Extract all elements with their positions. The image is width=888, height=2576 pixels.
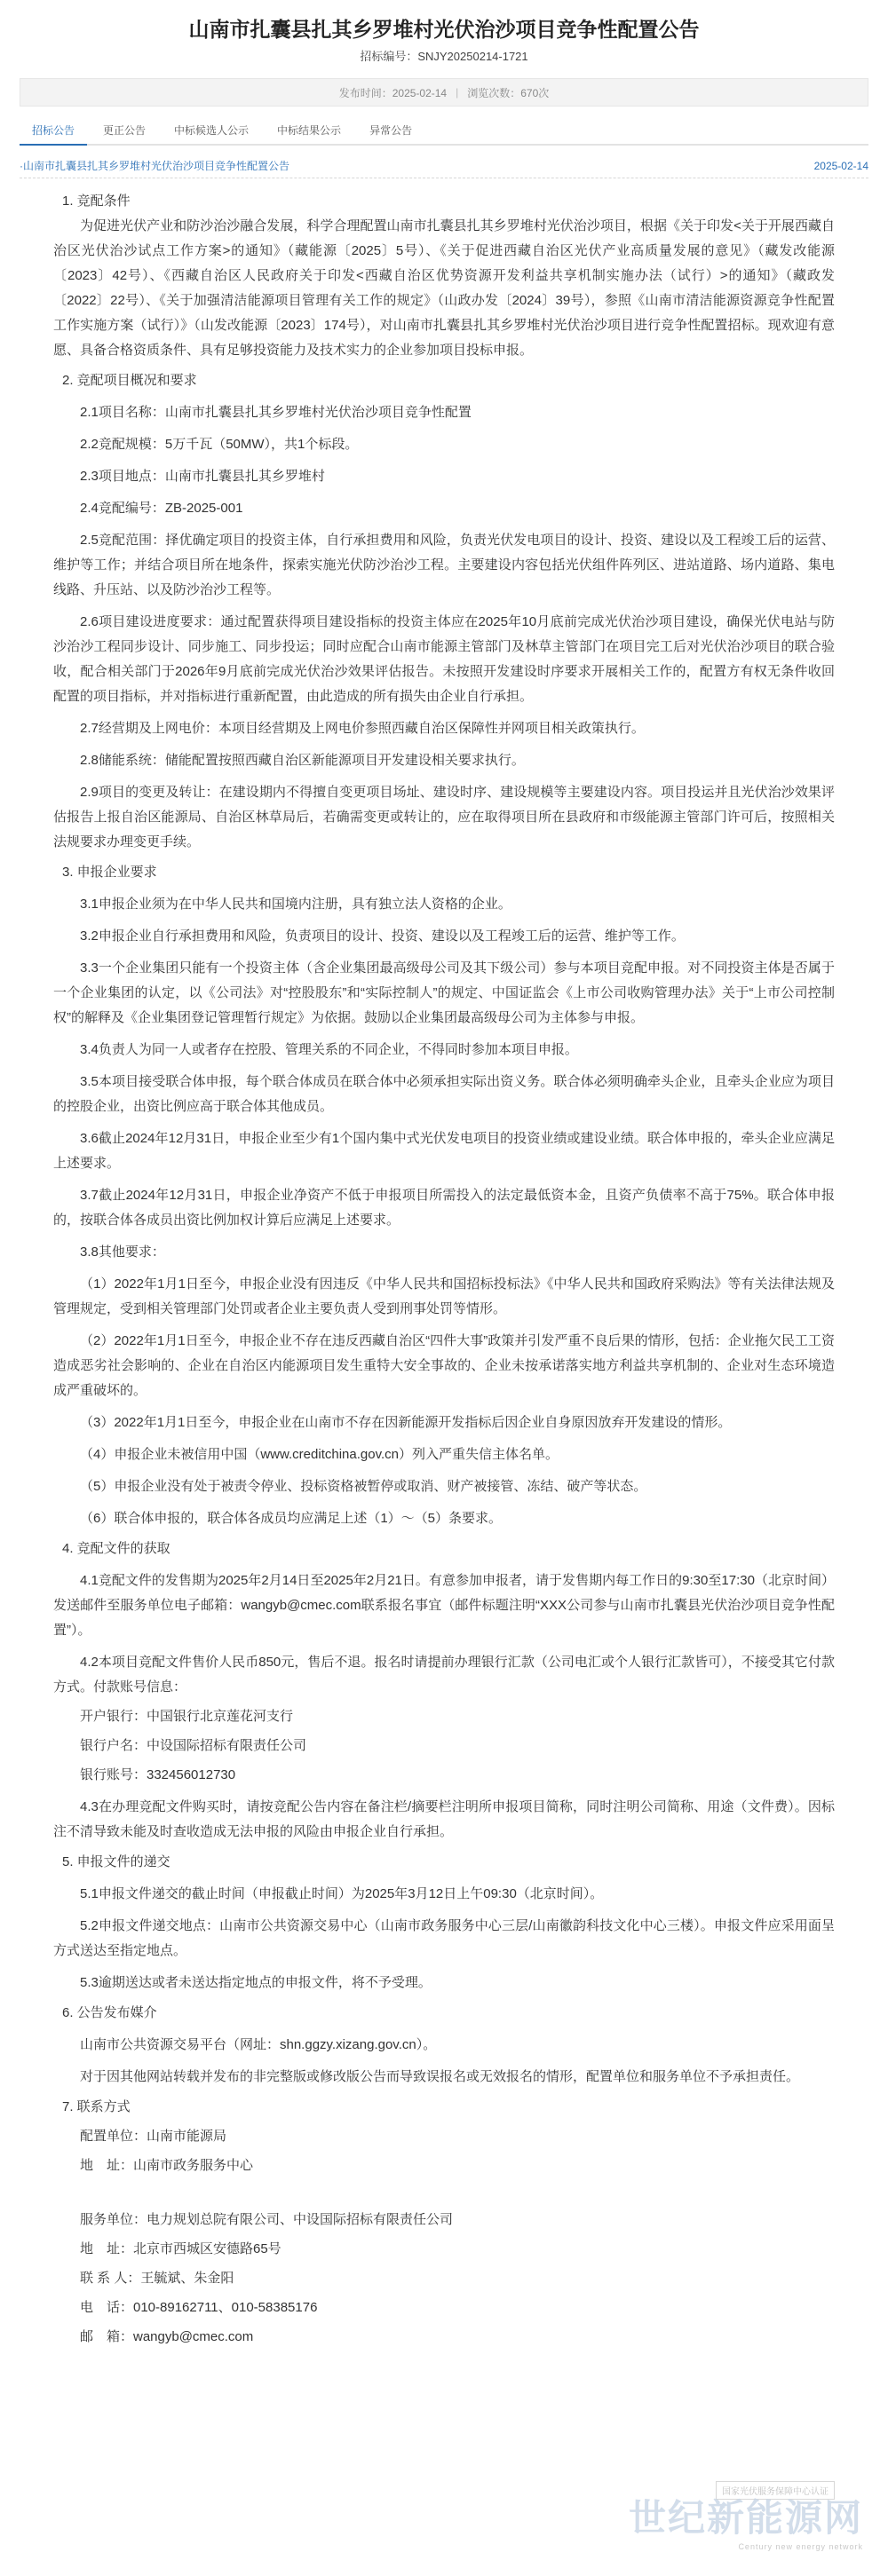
body-paragraph: 2.6项目建设进度要求：通过配置获得项目建设指标的投资主体应在2025年10月底前完成光伏治沙项目建设，确保光伏电站与防沙治沙工程同步设计、同步施工、同步投运；同时应配合山南市能源主管部门及林草主管部门在项目完工后对光伏治沙项目的联合验收，配合相关部门于2026年9月底前完成光伏治沙效果评估报告。未按照开发建设时序要求开展相关工作的，配置方有权无条件收回配置的项目指标，并对指标进行重新配置，由此造成的所有损失由企业自行承担。 [53,614,835,704]
meta-separator: | [456,86,459,99]
body-paragraph: 联 系 人：王毓斌、朱金阳 [80,2271,234,2286]
watermark-sub-text: Century new energy network [738,2542,863,2551]
body-paragraph: 3.6截止2024年12月31日，申报企业至少有1个国内集中式光伏发电项目的投资业绩或建设业绩。联合体申报的，牵头企业应满足上述要求。 [53,1131,835,1171]
publish-time: 发布时间：2025-02-14 [338,86,448,99]
notice-body [53,189,835,2350]
body-paragraph: 2.8储能系统：储能配置按照西藏自治区新能源项目开发建设相关要求执行。 [80,753,525,768]
section-heading: 6. 公告发布媒介 [62,2005,157,2020]
body-paragraph: 3.4负责人为同一人或者存在控股、管理关系的不同企业，不得同时参加本项目申报。 [80,1042,578,1057]
body-paragraph: 邮 箱：wangyb@cmec.com [80,2329,254,2344]
body-paragraph: 地 址：北京市西城区安德路65号 [80,2241,281,2256]
body-paragraph: 3.5本项目接受联合体申报，每个联合体成员在联合体中必须承担实际出资义务。联合体必须明确牵头企业，且牵头企业应为项目的控股企业，出资比例应高于联合体其他成员。 [53,1074,835,1114]
section-heading: 3. 申报企业要求 [62,865,157,880]
body-paragraph: 3.7截止2024年12月31日，申报企业净资产不低于申报项目所需投入的法定最低资本金，且资产负债率不高于75%。联合体申报的，按联合体各成员出资比例加权计算后应满足上述要求。 [53,1188,835,1228]
list-item [20,154,868,178]
body-paragraph: 2.1项目名称：山南市扎囊县扎其乡罗堆村光伏治沙项目竞争性配置 [80,405,472,420]
body-paragraph: 银行户名：中设国际招标有限责任公司 [80,1738,307,1753]
section-heading: 1. 竞配条件 [62,194,131,209]
body-paragraph: （1）2022年1月1日至今，申报企业没有因违反《中华人民共和国招标投标法》《中华人民共和国政府采购法》等有关法律法规及管理规定，受到相关管理部门处罚或者企业主要负责人受到刑事处罚等情形。 [53,1276,835,1316]
body-paragraph: 3.3一个企业集团只能有一个投资主体（含企业集团最高级母公司及其下级公司）参与本项目竞配申报。对不同投资主体是否属于一个企业集团的认定，以《公司法》对“控股股东”和“实际控制人”的规定、中国证监会《上市公司收购管理办法》关于“上市公司控制权”的解释及《企业集团登记管理暂行规定》为依据。鼓励以企业集团最高级母公司为主体参与申报。 [53,960,835,1025]
tab-result-publicity[interactable]: 中标结果公示 [277,124,342,137]
body-paragraph: （6）联合体申报的，联合体各成员均应满足上述（1）～（5）条要求。 [80,1511,503,1526]
body-paragraph: 3.2申报企业自行承担费用和风险，负责项目的设计、投资、建设以及工程竣工后的运营、维护等工作。 [80,928,685,944]
tab-correction-notice[interactable]: 更正公告 [103,124,147,137]
body-paragraph: 3.8其他要求： [80,1245,165,1260]
watermark-badge: 国家光伏服务保障中心认证 [716,2481,835,2500]
body-paragraph: 服务单位：电力规划总院有限公司、中设国际招标有限责任公司 [80,2212,454,2227]
tab-candidate-publicity[interactable]: 中标候选人公示 [174,124,250,137]
section-heading: 7. 联系方式 [62,2099,131,2114]
view-count: 浏览次数：670次 [467,86,550,99]
body-paragraph: 2.3项目地点：山南市扎囊县扎其乡罗堆村 [80,469,325,484]
body-paragraph: （3）2022年1月1日至今，申报企业在山南市不存在因新能源开发指标后因企业自身原因放弃开发建设的情形。 [80,1415,732,1430]
notice-link[interactable]: · 山南市扎囊县扎其乡罗堆村光伏治沙项目竞争性配置公告 [20,154,289,178]
body-paragraph: 地 址：山南市政务服务中心 [80,2158,254,2173]
body-paragraph: 4.3在办理竞配文件购买时，请按竞配公告内容在备注栏/摘要栏注明所申报项目简称，同时注明公司简称、用途（文件费）。因标注不清导致未能及时查收造成无法申报的风险由申报企业自行承担。 [53,1799,835,1839]
body-paragraph: （4）申报企业未被信用中国（www.creditchina.gov.cn）列入严重失信主体名单。 [80,1447,559,1462]
watermark [629,2489,863,2551]
body-paragraph: 2.7经营期及上网电价：本项目经营期及上网电价参照西藏自治区保障性并网项目相关政策执行。 [80,721,645,736]
body-paragraph: 配置单位：山南市能源局 [80,2129,227,2144]
body-paragraph: 5.2申报文件递交地点：山南市公共资源交易中心（山南市政务服务中心三层/山南徽韵科技文化中心三楼）。申报文件应采用面呈方式送达至指定地点。 [53,1918,835,1958]
section-heading: 4. 竞配文件的获取 [62,1541,170,1556]
body-paragraph: 开户银行：中国银行北京莲花河支行 [80,1709,294,1724]
body-paragraph: 5.3逾期送达或者未送达指定地点的申报文件，将不予受理。 [80,1975,432,1990]
tab-abnormal-notice[interactable]: 异常公告 [369,124,413,137]
body-paragraph: 4.1竞配文件的发售期为2025年2月14日至2025年2月21日。有意参加申报者，请于发售期内每工作日的9:30至17:30（北京时间）发送邮件至服务单位电子邮箱：wangyb@cmec.com联系报名事宜（邮件标题注明“XXX公司参与山南市扎囊县光伏治沙项目竞争性配置”）。 [53,1573,835,1638]
body-paragraph: 3.1申报企业须为在中华人民共和国境内注册，具有独立法人资格的企业。 [80,897,511,912]
body-paragraph: 电 话：010-89162711、010-58385176 [80,2300,318,2315]
body-paragraph: 对于因其他网站转载并发布的非完整版或修改版公告而导致误报名或无效报名的情形，配置单位和服务单位不予承担责任。 [80,2069,800,2084]
body-paragraph: 银行账号：332456012730 [80,1767,236,1782]
tender-code: 招标编号：SNJY20250214-1721 [360,50,528,63]
section-heading: 5. 申报文件的递交 [62,1854,170,1869]
body-paragraph: 为促进光伏产业和防沙治沙融合发展，科学合理配置山南市扎囊县扎其乡罗堆村光伏治沙项目，根据《关于印发<关于开展西藏自治区光伏治沙试点工作方案>的通知》（藏能源〔2025〕5号）、《关于促进西藏自治区光伏产业高质量发展的意见》（藏发改能源〔2023〕42号）、《西藏自治区人民政府关于印发<西藏自治区优势资源开发利益共享机制实施办法（试行）>的通知》（藏政发〔2022〕22号）、《关于加强清洁能源项目管理有关工作的规定》（山政办发〔2024〕39号），参照《山南市清洁能源资源竞争性配置工作实施方案（试行）》（山发改能源〔2023〕174号），对山南市扎囊县扎其乡罗堆村光伏治沙项目进行竞争性配置招标。现欢迎有意愿、具备合格资质条件、具有足够投资能力及技术实力的企业参加项目投标申报。 [53,218,835,358]
body-paragraph: 2.2竞配规模：5万千瓦（50MW），共1个标段。 [80,437,359,452]
tab-tender-notice[interactable]: 招标公告 [20,117,87,146]
body-paragraph: 5.1申报文件递交的截止时间（申报截止时间）为2025年3月12日上午09:30（北京时间）。 [80,1886,604,1901]
blank-line [53,2178,835,2203]
watermark-logo-text: 世纪新能源网 [628,2496,863,2540]
body-paragraph: （2）2022年1月1日至今，申报企业不存在违反西藏自治区“四件大事”政策并引发严重不良后果的情形，包括：企业拖欠民工工资造成恶劣社会影响的、企业在自治区内能源项目发生重特大安全事故的、企业未按承诺落实地方利益共享机制的、企业对生态环境造成严重破坏的。 [53,1333,835,1398]
body-paragraph: 4.2本项目竞配文件售价人民币850元，售后不退。报名时请提前办理银行汇款（公司电汇或个人银行汇款皆可），不接受其它付款方式。付款账号信息： [53,1655,835,1695]
meta-bar [20,78,868,107]
body-paragraph: 2.4竞配编号：ZB-2025-001 [80,501,243,516]
body-paragraph: （5）申报企业没有处于被责令停业、投标资格被暂停或取消、财产被接管、冻结、破产等状态。 [80,1479,647,1494]
body-paragraph: 2.5竞配范围：择优确定项目的投资主体，自行承担费用和风险，负责光伏发电项目的设计、投资、建设以及工程竣工后的运营、维护等工作；并结合项目所在地条件，探索实施光伏防沙治沙工程。主要建设内容包括光伏组件阵列区、进站道路、场内道路、集电线路、升压站、以及防沙治沙工程等。 [53,533,835,597]
tab-bar [20,112,868,146]
page-title: 山南市扎囊县扎其乡罗堆村光伏治沙项目竞争性配置公告 [188,18,700,41]
header [0,0,888,66]
body-paragraph: 山南市公共资源交易平台（网址：shn.ggzy.xizang.gov.cn）。 [80,2037,437,2052]
body-paragraph: 2.9项目的变更及转让：在建设期内不得擅自变更项目场址、建设时序、建设规模等主要建设内容。项目投运并且光伏治沙效果评估报告上报自治区能源局、自治区林草局后，若确需变更或转让的，应在取得项目所在县政府和市级能源主管部门许可后，按照相关法规要求办理变更手续。 [53,785,835,849]
notice-date: 2025-02-14 [813,160,868,172]
section-heading: 2. 竞配项目概况和要求 [62,373,197,388]
